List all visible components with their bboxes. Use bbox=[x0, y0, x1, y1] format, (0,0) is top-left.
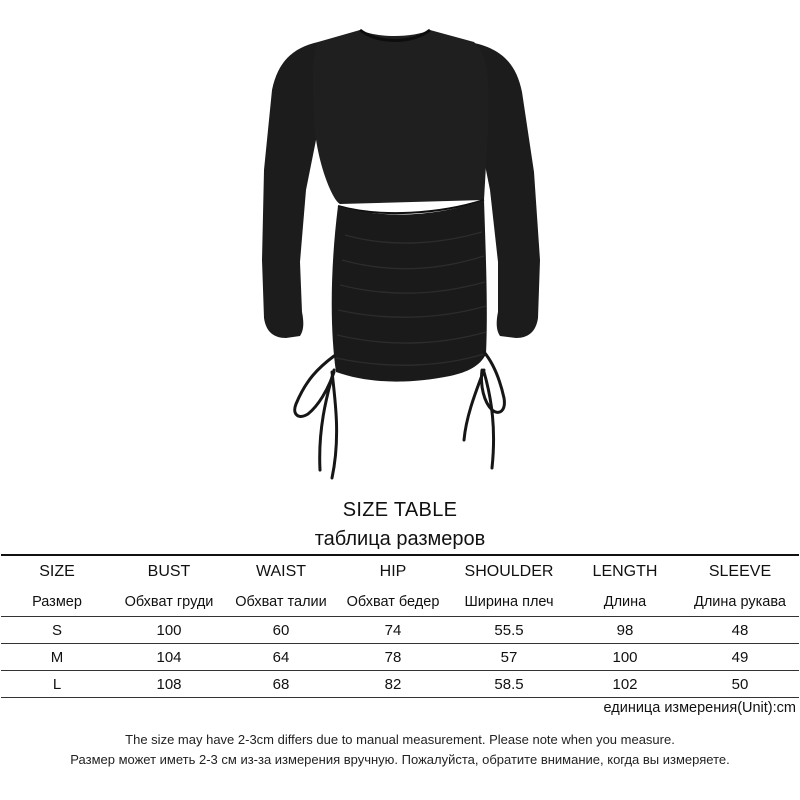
table-cell: 68 bbox=[225, 671, 337, 698]
table-header-en bbox=[1, 555, 799, 588]
table-header-cell: SHOULDER bbox=[449, 555, 569, 588]
size-table bbox=[1, 554, 799, 698]
table-cell: 60 bbox=[225, 617, 337, 644]
table-cell: 100 bbox=[569, 644, 681, 671]
table-header-cell: Длина рукава bbox=[694, 594, 786, 610]
table-cell: 104 bbox=[113, 644, 225, 671]
size-table-title-ru: таблица размеров bbox=[314, 528, 486, 550]
table-cell: 49 bbox=[681, 644, 799, 671]
table-cell: 48 bbox=[681, 617, 799, 644]
table-header-cell: HIP bbox=[337, 555, 449, 588]
bodice bbox=[313, 30, 489, 204]
size-table-titles bbox=[0, 494, 800, 553]
table-cell: M bbox=[1, 644, 113, 671]
table-row bbox=[1, 644, 799, 671]
measurement-note-ru: Размер может иметь 2-3 см из-за измерения вручную. Пожалуйста, обратите внимание, когда вы измеряете. bbox=[70, 752, 730, 767]
table-cell: 102 bbox=[569, 671, 681, 698]
table-header-ru bbox=[1, 588, 799, 617]
table-header-cell: Ширина плеч bbox=[464, 594, 554, 610]
right-drawstring bbox=[464, 352, 504, 468]
table-header-cell: Размер bbox=[32, 594, 82, 610]
table-header-cell: SIZE bbox=[1, 555, 113, 588]
table-header-cell: Обхват груди bbox=[124, 594, 214, 610]
table-cell: 82 bbox=[337, 671, 449, 698]
table-cell: 78 bbox=[337, 644, 449, 671]
table-cell: 58.5 bbox=[449, 671, 569, 698]
ruched-skirt bbox=[332, 200, 487, 382]
left-drawstring bbox=[295, 356, 337, 478]
table-header-cell: Обхват бедер bbox=[346, 594, 440, 610]
table-cell: S bbox=[1, 617, 113, 644]
unit-note: единица измерения(Unit):cm bbox=[603, 700, 796, 716]
table-cell: 98 bbox=[569, 617, 681, 644]
table-cell: 55.5 bbox=[449, 617, 569, 644]
table-cell: L bbox=[1, 671, 113, 698]
table-cell: 74 bbox=[337, 617, 449, 644]
table-row bbox=[1, 617, 799, 644]
table-cell: 100 bbox=[113, 617, 225, 644]
table-cell: 108 bbox=[113, 671, 225, 698]
table-header-cell: Обхват талии bbox=[235, 594, 327, 610]
table-header-cell: Длина bbox=[603, 594, 647, 610]
table-cell: 50 bbox=[681, 671, 799, 698]
table-header-cell: WAIST bbox=[225, 555, 337, 588]
measurement-notes bbox=[0, 730, 800, 770]
size-table-title-en: SIZE TABLE bbox=[342, 499, 458, 521]
measurement-note-en: The size may have 2-3cm differs due to manual measurement. Please note when you measure. bbox=[125, 732, 675, 747]
table-cell: 57 bbox=[449, 644, 569, 671]
left-sleeve bbox=[262, 42, 318, 338]
table-header-cell: SLEEVE bbox=[681, 555, 799, 588]
table-header-cell: BUST bbox=[113, 555, 225, 588]
table-header-cell: LENGTH bbox=[569, 555, 681, 588]
table-cell: 64 bbox=[225, 644, 337, 671]
table-row bbox=[1, 671, 799, 698]
